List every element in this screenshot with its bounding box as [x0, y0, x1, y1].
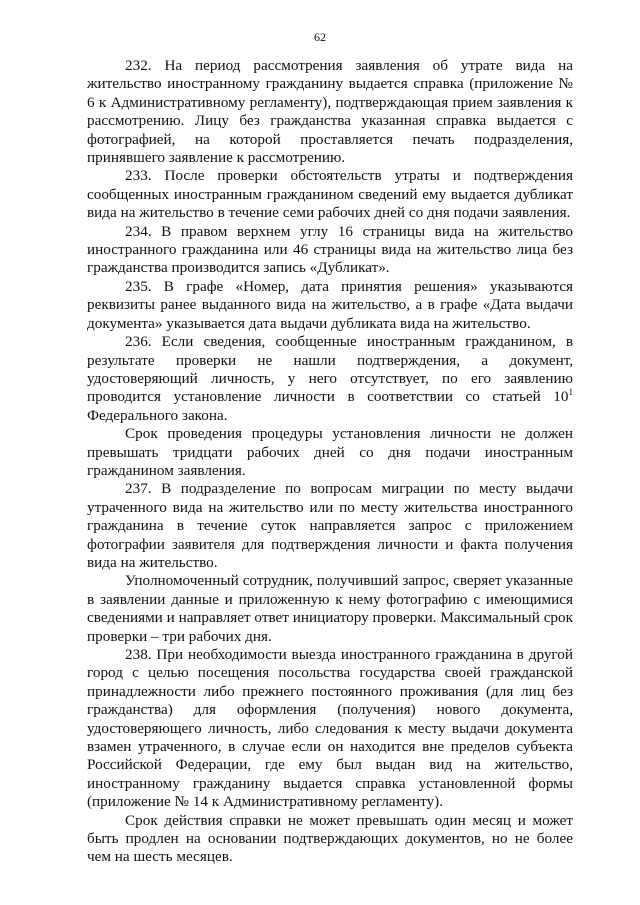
- paragraph-identity-deadline: Срок проведения процедуры установления личности не должен превышать тридцати рабочих дней со дня подачи иностранным гражданином заявления.: [87, 425, 573, 479]
- paragraph-235: 235. В графе «Номер, дата принятия решения» указываются реквизиты ранее выданного вида на жительство, а в графе «Дата выдачи документа» указывается дата выдачи дубликата вида на жительство.: [87, 277, 573, 332]
- paragraph-verification: Уполномоченный сотрудник, получивший запрос, сверяет указанные в заявлении данные и приложенную к нему фотографию с имеющимися сведениями и направляет ответ инициатору проверки. Максимальный срок проверки – три рабочих дня.: [87, 572, 573, 645]
- paragraph-236-tail: Федерального закона.: [87, 406, 228, 424]
- paragraph-236: [87, 333, 573, 425]
- paragraph-certificate-validity: Срок действия справки не может превышать один месяц и может быть продлен на основании подтверждающих документов, но не более чем на шесть месяцев.: [87, 811, 573, 866]
- paragraph-234: 234. В правом верхнем углу 16 страницы вида на жительство иностранного гражданина или 46 страницы вида на жительство лица без гражданства производится запись «Дубликат».: [87, 222, 573, 277]
- paragraph-237: 237. В подразделение по вопросам миграции по месту выдачи утраченного вида на жительство или по месту жительства иностранного гражданина в течение суток направляется запрос с приложением фотографии заявителя для подтверждения личности и факта получения вида на жительство.: [87, 480, 573, 571]
- article-superscript: 1: [568, 387, 573, 398]
- paragraph-233: 233. После проверки обстоятельств утраты и подтверждения сообщенных иностранным гражданином сведений ему выдается дубликат вида на жительство в течение семи рабочих дней со дня подачи заявления.: [87, 167, 573, 222]
- paragraph-232: 232. На период рассмотрения заявления об утрате вида на жительство иностранному гражданину выдается справка (приложение № 6 к Административному регламенту), подтверждающая прием заявления к рассмотрению. Лицу без гражданства указанная справка выдается с фотографией, на которой проставляется печать подразделения, принявшего заявление к рассмотрению.: [87, 57, 573, 167]
- page-number: 62: [314, 30, 326, 44]
- paragraph-238: 238. При необходимости выезда иностранного гражданина в другой город с целью посещения посольства государства своей гражданской принадлежности либо прежнего постоянного проживания (для лиц без гражданства) для оформления (получения) нового документа, удостоверяющего личность, либо следования к месту выдачи документа взамен утраченного, в случае если он находится вне пределов субъекта Российской Федерации, где ему был выдан вид на жительство, иностранному гражданину выдается справка установленной формы (приложение № 14 к Административному регламенту).: [87, 646, 573, 811]
- paragraph-236-text: 236. Если сведения, сообщенные иностранным гражданином, в результате проверки не нашли подтверждения, а документ, удостоверяющий личность, у него отсутствует, по его заявлению проводится установление личности в соответствии со статьей 10: [87, 333, 573, 406]
- document-body: [87, 57, 573, 867]
